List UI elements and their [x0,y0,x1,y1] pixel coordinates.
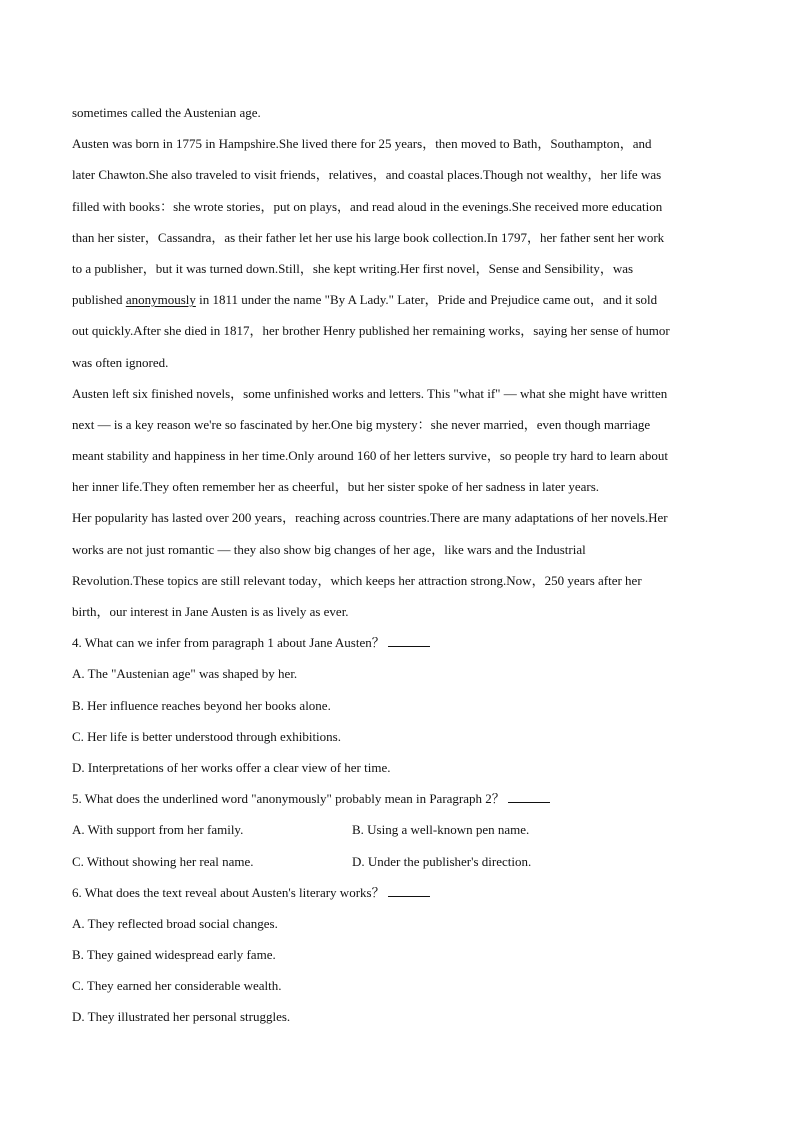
page-content [72,101,722,1037]
passage-line: works are not just romantic — they also show big changes of her age，like wars and the Industrial [72,541,586,557]
answer-blank[interactable] [388,634,430,647]
passage-line: to a publisher，but it was turned down.Still，she kept writing.Her first novel，Sense and Sensibility，was [72,260,634,276]
passage-line: out quickly.After she died in 1817，her brother Henry published her remaining works，saying her sense of humor [72,323,670,339]
question-text: 5. What does the underlined word "anonymously" probably mean in Paragraph 2？ [72,791,505,807]
passage-line: Austen left six finished novels，some unfinished works and letters. This "what if" — what she might have written [72,385,668,401]
passage-text: published [72,292,126,308]
underlined-word-anonymously: anonymously [125,292,196,308]
passage-line: later Chawton.She also traveled to visit friends，relatives，and coastal places.Though not wealthy，her life was [72,167,662,183]
answer-option: A. They reflected broad social changes. [72,915,278,931]
answer-option: A. The "Austenian age" was shaped by her. [72,666,298,682]
passage-line: Revolution.These topics are still relevant today，which keeps her attraction strong.Now，250 years after her [72,572,642,588]
passage-line: sometimes called the Austenian age. [72,105,261,120]
answer-option: A. With support from her family. [72,822,244,838]
answer-option: B. Using a well-known pen name. [352,822,530,838]
question-text: 6. What does the text reveal about Austen's literary works？ [72,884,385,900]
answer-option: D. They illustrated her personal struggles. [72,1009,291,1025]
question-stem [72,787,722,818]
reading-passage [72,101,722,631]
question-4 [72,631,722,787]
answer-option: C. They earned her considerable wealth. [72,978,282,994]
answer-option: D. Under the publisher's direction. [352,853,532,869]
passage-line: than her sister，Cassandra，as their father let her use his large book collection.In 1797，her father sent her work [72,229,665,245]
question-6 [72,881,722,1037]
question-stem [72,631,722,662]
answer-option: C. Without showing her real name. [72,853,254,869]
passage-line: meant stability and happiness in her time.Only around 160 of her letters survive，so people try hard to learn about [72,448,669,464]
passage-line: was often ignored. [72,354,169,370]
answer-blank[interactable] [388,884,430,897]
passage-line: Her popularity has lasted over 200 years，reaching across countries.There are many adaptations of her novels.Her [72,510,668,526]
question-stem [72,881,722,912]
passage-line: filled with books：she wrote stories，put on plays，and read aloud in the evenings.She received more education [72,198,663,214]
question-text: 4. What can we infer from paragraph 1 about Jane Austen？ [72,635,385,651]
answer-option: B. Her influence reaches beyond her books alone. [72,697,331,713]
answer-options-row [72,818,722,849]
answer-option: D. Interpretations of her works offer a clear view of her time. [72,759,391,775]
passage-line: her inner life.They often remember her as cheerful，but her sister spoke of her sadness in later years. [72,479,600,495]
answer-option: C. Her life is better understood through exhibitions. [72,728,341,744]
passage-line: Austen was born in 1775 in Hampshire.She lived there for 25 years，then moved to Bath，Southampton，and [72,136,652,152]
passage-text: in 1811 under the name "By A Lady." Later，Pride and Prejudice came out，and it sold [195,292,658,308]
answer-blank[interactable] [508,790,550,803]
question-5 [72,787,722,881]
passage-line: next — is a key reason we're so fascinated by her.One big mystery：she never married，even though marriage [72,416,651,432]
passage-line: birth，our interest in Jane Austen is as lively as ever. [72,604,349,619]
passage-line [72,288,722,319]
answer-option: B. They gained widespread early fame. [72,947,276,963]
answer-options-row [72,850,722,881]
